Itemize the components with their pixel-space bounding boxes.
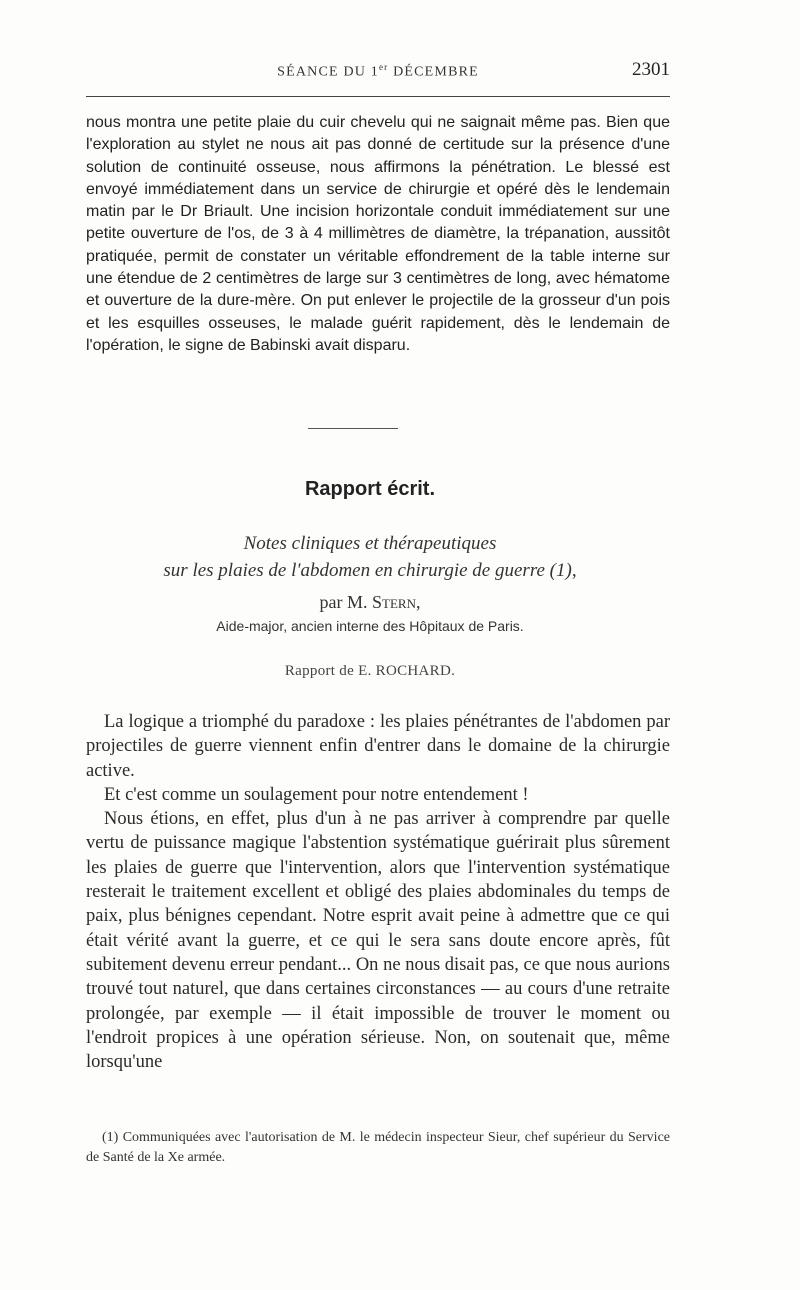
author-affiliation: Aide-major, ancien interne des Hôpitaux de Paris. bbox=[216, 618, 524, 634]
section-separator bbox=[308, 428, 398, 429]
author-line: par M. Stern, bbox=[319, 592, 421, 612]
continued-paragraph: nous montra une petite plaie du cuir chevelu qui ne saignait même pas. Bien que l'exploration au stylet ne nous ait pas donné de certitude sur la présence d'une solution de continuité osseuse, nous affirmons la pénétration. Le blessé est envoyé immédiatement dans un service de chirurgie et opéré dès le lendemain matin par le Dr Briault. Une incision horizontale conduit immédiatement sur une petite ouverture de l'os, de 3 à 4 millimètres de diamètre, la trépanation, aussitôt pratiquée, permit de constater un véritable effondrement de la table interne sur une étendue de 2 centimètres de large sur 3 centimètres de long, avec hématome et ouverture de la dure-mère. On put enlever le projectile de la grosseur d'un pois et les esquilles osseuses, le malade guérit rapidement, dès le lendemain de l'opération, le signe de Babinski avait disparu. bbox=[86, 114, 670, 354]
running-title: SÉANCE DU 1er DÉCEMBRE bbox=[277, 62, 479, 80]
body-paragraph: Et c'est comme un soulagement pour notre entendement ! bbox=[104, 784, 529, 805]
article-subtitle-line1: Notes cliniques et thérapeutiques bbox=[243, 533, 497, 554]
body-paragraph: Nous étions, en effet, plus d'un à ne pas arriver à comprendre par quelle vertu de puissance magique l'abstention systématique guérirait plus sûrement les plaies de guerre que l'intervention, alors que l'intervention systématique resterait le traitement excellent et obligé des plaies abdominales du temps de paix, plus bénignes cependant. Notre esprit avait peine à admettre que ce qui était vérité avant la guerre, et ce qui le sera sans doute encore après, fût subitement devenu erreur pendant... On ne nous disait pas, ce que nous aurions trouvé tout naturel, que dans certaines circonstances — au cours d'une retraite prolongée, par exemple — il était impossible de trouver le moment ou l'endroit propices à une opération sérieuse. Non, on soutenait que, même lorsqu'une bbox=[86, 809, 670, 1073]
author-name: Stern, bbox=[372, 592, 421, 612]
header-rule bbox=[86, 96, 670, 97]
section-title: Rapport écrit. bbox=[304, 478, 436, 500]
article-body bbox=[86, 710, 670, 1074]
body-paragraph: La logique a triomphé du paradoxe : les plaies pénétrantes de l'abdomen par projectiles de guerre viennent enfin d'entrer dans le domaine de la chirurgie active. bbox=[86, 712, 670, 781]
footnote: (1) Communiquées avec l'autorisation de M. le médecin inspecteur Sieur, chef supérieur du Service de Santé de la Xe armée. bbox=[86, 1130, 670, 1165]
running-head bbox=[86, 59, 670, 86]
page-number: 2301 bbox=[632, 59, 670, 80]
report-by: Rapport de E. ROCHARD. bbox=[284, 663, 456, 679]
article-subtitle-line2: sur les plaies de l'abdomen en chirurgie de guerre (1), bbox=[163, 560, 577, 581]
